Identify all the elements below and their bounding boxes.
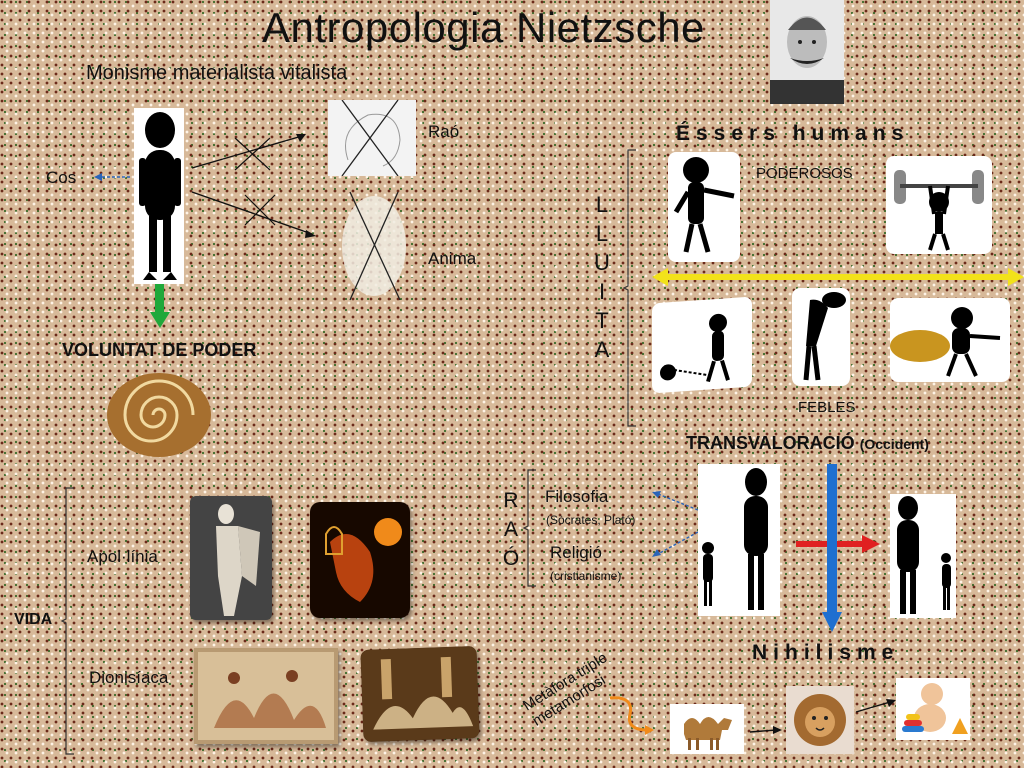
religio-sub: (cristianisme) — [550, 569, 622, 583]
pushing-coins-figure — [890, 298, 1010, 382]
anima-label: Anima — [428, 249, 477, 268]
metafora-label: Metàfora triple metamorfosi — [520, 649, 611, 730]
apollo-lyre-image — [310, 502, 410, 618]
vida-bracket — [62, 486, 76, 756]
religio-label: Religió — [550, 543, 602, 562]
bowing-figure — [792, 288, 850, 386]
rao-blue-arrows — [652, 490, 702, 560]
voluntat-label: VOLUNTAT DE PODER — [62, 340, 257, 360]
voluntat-spiral-image — [104, 370, 214, 460]
green-down-arrow — [150, 284, 170, 330]
dionysian-mosaic-image — [194, 648, 338, 744]
rao-label: Raó — [428, 122, 460, 141]
camel-to-lion-arrow — [750, 720, 784, 740]
big-small-figures-after — [890, 494, 956, 618]
transvaloracio-paren: (Occident) — [859, 436, 929, 452]
essers-humans-heading: Éssers humans — [676, 122, 910, 145]
rao-vertical-word: R A Ó — [502, 489, 520, 570]
febles-label: FEBLES — [798, 399, 856, 416]
cos-arrow — [94, 172, 134, 182]
lluita-bracket — [624, 148, 638, 428]
crossed-arrows — [190, 130, 330, 240]
nihilisme-label: Nihilisme — [752, 641, 900, 664]
bacchanal-painting-image — [360, 646, 479, 742]
child-image — [896, 678, 970, 740]
nietzsche-portrait — [770, 0, 844, 104]
metafora-arrow — [608, 694, 658, 738]
lion-image — [786, 686, 854, 754]
apollo-statue-image — [190, 496, 272, 620]
vida-label: VIDA — [14, 611, 53, 628]
transvaloracio-label — [686, 433, 929, 454]
rao-bracket — [524, 468, 538, 588]
poderosos-label: PODEROSOS — [756, 165, 853, 182]
transvaloracio-main: TRANSVALORACIÓ — [686, 433, 855, 453]
filosofia-label: Filosofia — [545, 487, 609, 506]
big-small-figures-before — [698, 464, 780, 616]
dionisiaca-label: Dionisíaca — [89, 668, 169, 687]
ball-chain-figure — [652, 297, 752, 394]
pointing-figure — [668, 152, 740, 262]
camel-image — [670, 704, 744, 754]
yellow-double-arrow — [652, 267, 1024, 287]
body-figure — [134, 108, 184, 284]
weightlifter-figure — [886, 156, 992, 254]
filosofia-sub: (Sòcrates, Plató) — [546, 513, 636, 527]
anima-image — [338, 190, 410, 302]
lluita-vertical-word: L L U I T A — [594, 192, 610, 362]
page-title: Antropologia Nietzsche — [262, 4, 705, 51]
subtitle: Monisme materialista vitalista — [86, 62, 348, 84]
rao-image — [328, 100, 416, 176]
apollinia-label: Apol·línia — [87, 547, 158, 566]
cos-label: Cos — [46, 168, 77, 187]
lion-to-child-arrow — [856, 696, 898, 716]
blue-down-arrow — [822, 464, 842, 634]
